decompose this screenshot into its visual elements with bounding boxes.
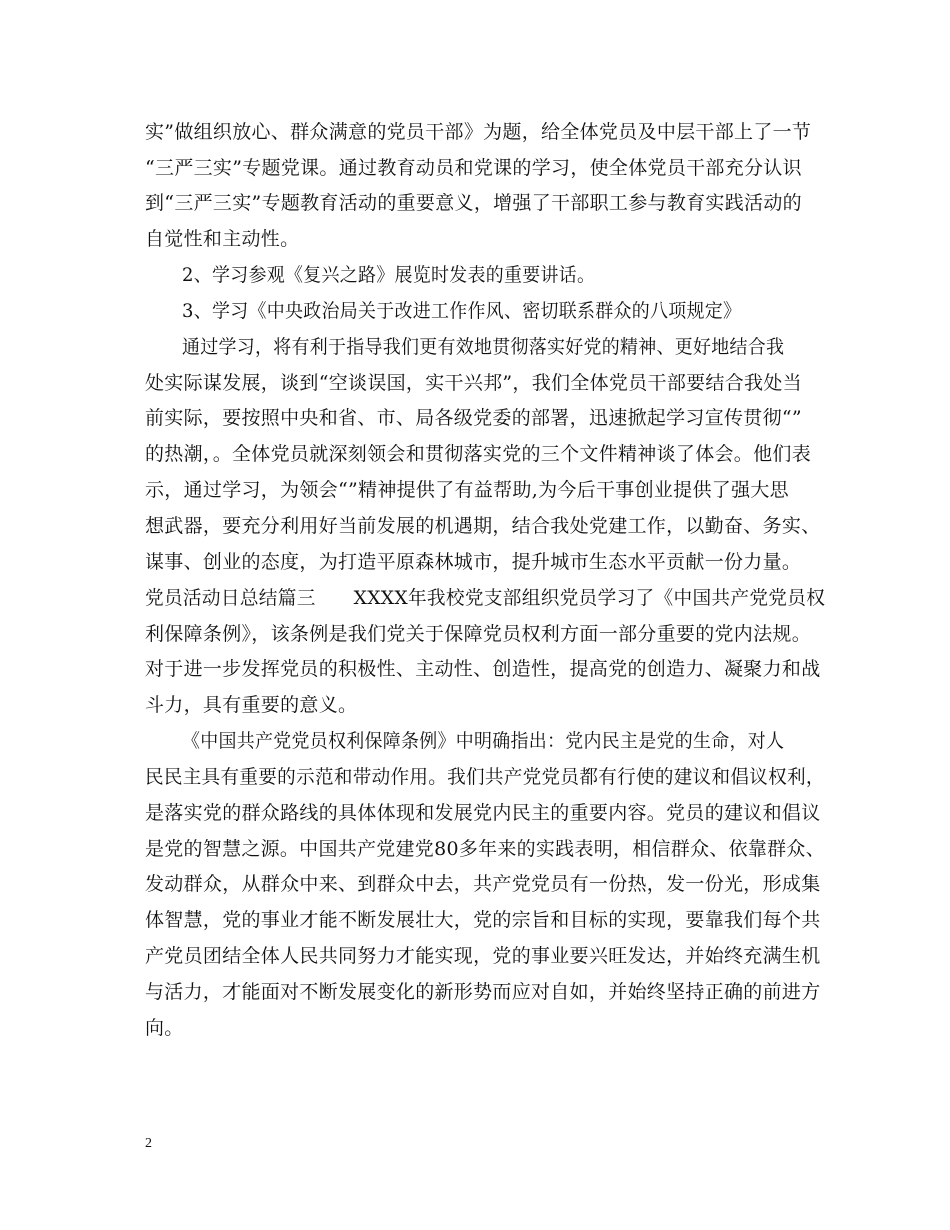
text-line: 前实际，要按照中央和省、市、局各级党委的部署，迅速掀起学习宣传贯彻“” — [145, 407, 802, 429]
text-line: 与活力，才能面对不断发展变化的新形势而应对自如，并始终坚持正确的前进方 — [145, 981, 821, 1003]
text-line: 实”做组织放心、群众满意的党员干部》为题，给全体党员及中层干部上了一节 — [145, 121, 812, 143]
text-line: 《中国共产党党员权利保障条例》中明确指出：党内民主是党的生命，对人 — [182, 730, 785, 752]
text-line: 对于进一步发挥党员的积极性、主动性、创造性，提高党的创造力、凝聚力和战 — [145, 658, 821, 680]
text-line: 发动群众，从群众中来、到群众中去，共产党党员有一份热，发一份光，形成集 — [145, 873, 821, 895]
page-number: 2 — [145, 1136, 152, 1151]
text-line: 党员活动日总结篇三 XXXX年我校党支部组织党员学习了《中国共产党党员权 — [145, 587, 826, 609]
text-line: 是落实党的群众路线的具体体现和发展党内民主的重要内容。党员的建议和倡议 — [145, 802, 821, 824]
text-line: 民民主具有重要的示范和带动作用。我们共产党党员都有行使的建议和倡议权利， — [145, 766, 825, 788]
text-line: 产党员团结全体人民共同努力才能实现，党的事业要兴旺发达，并始终充满生机 — [145, 945, 821, 967]
text-line: 想武器，要充分利用好当前发展的机遇期，结合我处党建工作，以勤奋、务实、 — [145, 515, 821, 537]
text-line: 谋事、创业的态度，为打造平原森林城市，提升城市生态水平贡献一份力量。 — [145, 551, 802, 573]
text-line: 利保障条例》，该条例是我们党关于保障党员权利方面一部分重要的党内法规。 — [145, 623, 812, 645]
text-line: 通过学习，将有利于指导我们更有效地贯彻落实好党的精神、更好地结合我 — [182, 336, 785, 358]
text-line: “三严三实”专题党课。通过教育动员和党课的学习，使全体党员干部充分认识 — [145, 157, 802, 179]
text-line: 到“三严三实”专题教育活动的重要意义，增强了干部职工参与教育实践活动的 — [145, 192, 802, 214]
text-line: 自觉性和主动性。 — [145, 228, 300, 250]
text-line: 向。 — [145, 1017, 184, 1039]
text-line: 体智慧，党的事业才能不断发展壮大，党的宗旨和目标的实现，要靠我们每个共 — [145, 909, 821, 931]
text-line: 处实际谋发展，谈到“空谈误国，实干兴邦”，我们全体党员干部要结合我处当 — [145, 372, 802, 394]
text-line: 的热潮，。全体党员就深刻领会和贯彻落实党的三个文件精神谈了体会。他们表 — [145, 443, 812, 465]
text-line: 是党的智慧之源。中国共产党建党80多年来的实践表明，相信群众、依靠群众、 — [145, 838, 825, 860]
text-line: 2、学习参观《复兴之路》展览时发表的重要讲话。 — [182, 264, 596, 286]
text-line: 斗力，具有重要的意义。 — [145, 694, 358, 716]
text-line: 示，通过学习，为领会“”精神提供了有益帮助,为今后干事创业提供了强大思 — [145, 479, 789, 501]
text-line: 3、学习《中央政治局关于改进工作作风、密切联系群众的八项规定》 — [182, 300, 742, 322]
